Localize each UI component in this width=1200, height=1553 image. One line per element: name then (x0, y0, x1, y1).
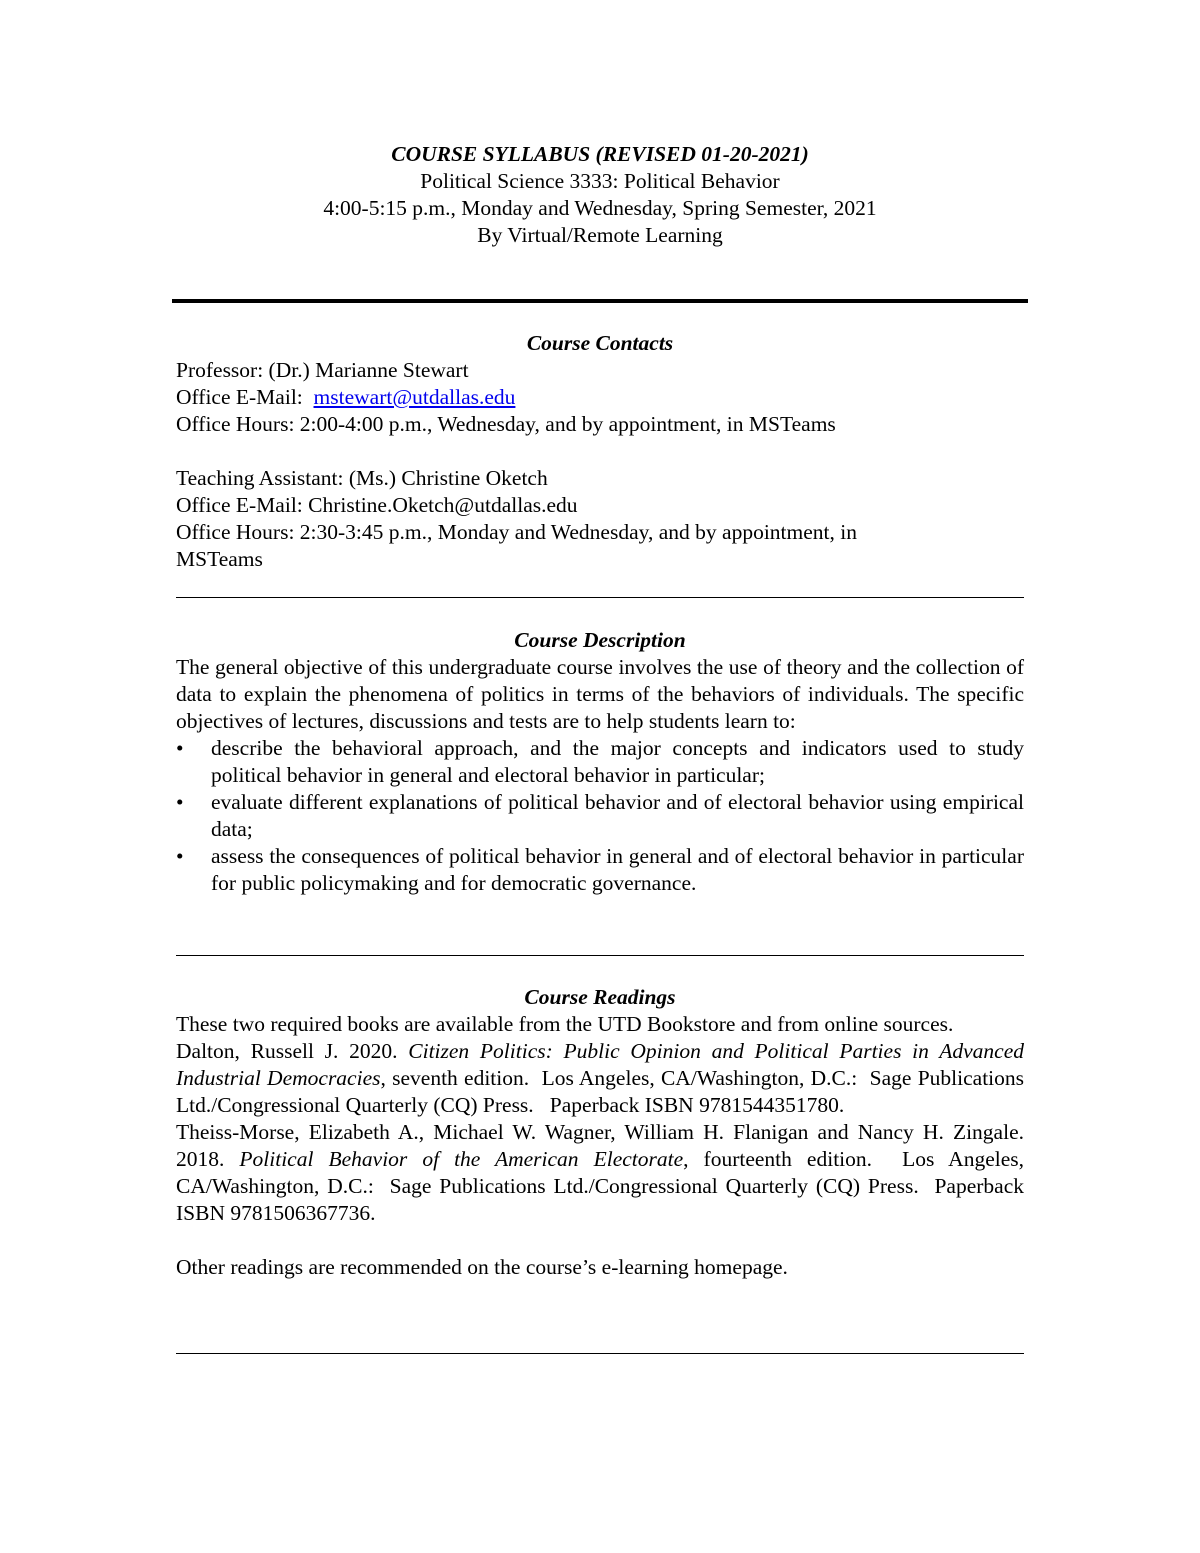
reading-entry-theiss-morse (176, 1119, 1030, 1227)
list-item (176, 789, 1024, 843)
readings-section (176, 983, 1030, 1281)
list-item-text: assess the consequences of political behavior in general and of electoral behavior in particular for public policymaking and for democratic governance. (211, 844, 1024, 895)
page-title: COURSE SYLLABUS (REVISED 01-20-2021) (391, 142, 809, 166)
syllabus-header (176, 140, 1024, 249)
bullet-icon: • (176, 790, 184, 814)
professor-office-hours: Office Hours: 2:00-4:00 p.m., Wednesday, and by appointment, in MSTeams (176, 412, 836, 436)
professor-email-label: Office E-Mail: (176, 385, 314, 409)
ta-email: Office E-Mail: Christine.Oketch@utdallas.edu (176, 493, 578, 517)
readings-heading: Course Readings (524, 985, 676, 1009)
bullet-icon: • (176, 736, 184, 760)
description-section (176, 626, 1024, 897)
reading-entry-dalton (176, 1038, 1030, 1119)
section-divider (176, 597, 1024, 598)
reading-author: Theiss-Morse, Elizabeth A., Michael W. Wagner, William H. Flanigan and Nancy H. Zingale. 2018. (176, 1120, 1030, 1171)
other-readings-note: Other readings are recommended on the course’s e-learning homepage. (176, 1255, 788, 1279)
section-divider (176, 1353, 1024, 1354)
reading-details: , fourteenth edition. Los Angeles, CA/Washington, D.C.: Sage Publications Ltd./Congressional Quarterly (CQ) Press. Paperback ISBN 9781506367736. (176, 1147, 1030, 1225)
professor-email-link[interactable]: mstewart@utdallas.edu (313, 385, 516, 409)
bullet-icon: • (176, 844, 184, 868)
reading-details: , seventh edition. Los Angeles, CA/Washington, D.C.: Sage Publications Ltd./Congressional Quarterly (CQ) Press. Paperback ISBN 9781544351780. (176, 1066, 1030, 1117)
contacts-section (176, 329, 1024, 573)
objectives-list (176, 735, 1024, 897)
contacts-heading: Course Contacts (526, 331, 674, 355)
spacer (176, 438, 1024, 465)
header-divider (172, 299, 1028, 303)
reading-title: Citizen Politics: Public Opinion and Political Parties in Advanced Industrial Democracies (176, 1039, 1024, 1090)
list-item-text: describe the behavioral approach, and the major concepts and indicators used to study political behavior in general and electoral behavior in particular; (211, 736, 1024, 787)
ta-name: Teaching Assistant: (Ms.) Christine Oketch (176, 466, 548, 490)
readings-intro: These two required books are available from the UTD Bookstore and from online sources. (176, 1012, 954, 1036)
list-item (176, 843, 1024, 897)
reading-author: Dalton, Russell J. 2020. (176, 1039, 409, 1063)
list-item (176, 735, 1024, 789)
professor-email-row (176, 384, 1024, 411)
ta-office-hours: Office Hours: 2:30-3:45 p.m., Monday and Wednesday, and by appointment, in (176, 520, 857, 544)
description-intro: The general objective of this undergraduate course involves the use of theory and the collection of data to explain the phenomena of politics in terms of the behaviors of individuals. The specific objectives of lectures, discussions and tests are to help students learn to: (176, 655, 1024, 733)
section-divider (176, 955, 1024, 956)
reading-title: Political Behavior of the American Electorate (239, 1147, 684, 1171)
professor-name: Professor: (Dr.) Marianne Stewart (176, 358, 469, 382)
list-item-text: evaluate different explanations of political behavior and of electoral behavior using empirical data; (211, 790, 1024, 841)
description-heading: Course Description (514, 628, 686, 652)
course-name: Political Science 3333: Political Behavior (420, 169, 780, 193)
ta-office-hours-cont: MSTeams (176, 547, 263, 571)
course-mode: By Virtual/Remote Learning (477, 223, 723, 247)
spacer (176, 1227, 1024, 1254)
course-schedule: 4:00-5:15 p.m., Monday and Wednesday, Spring Semester, 2021 (323, 196, 877, 220)
